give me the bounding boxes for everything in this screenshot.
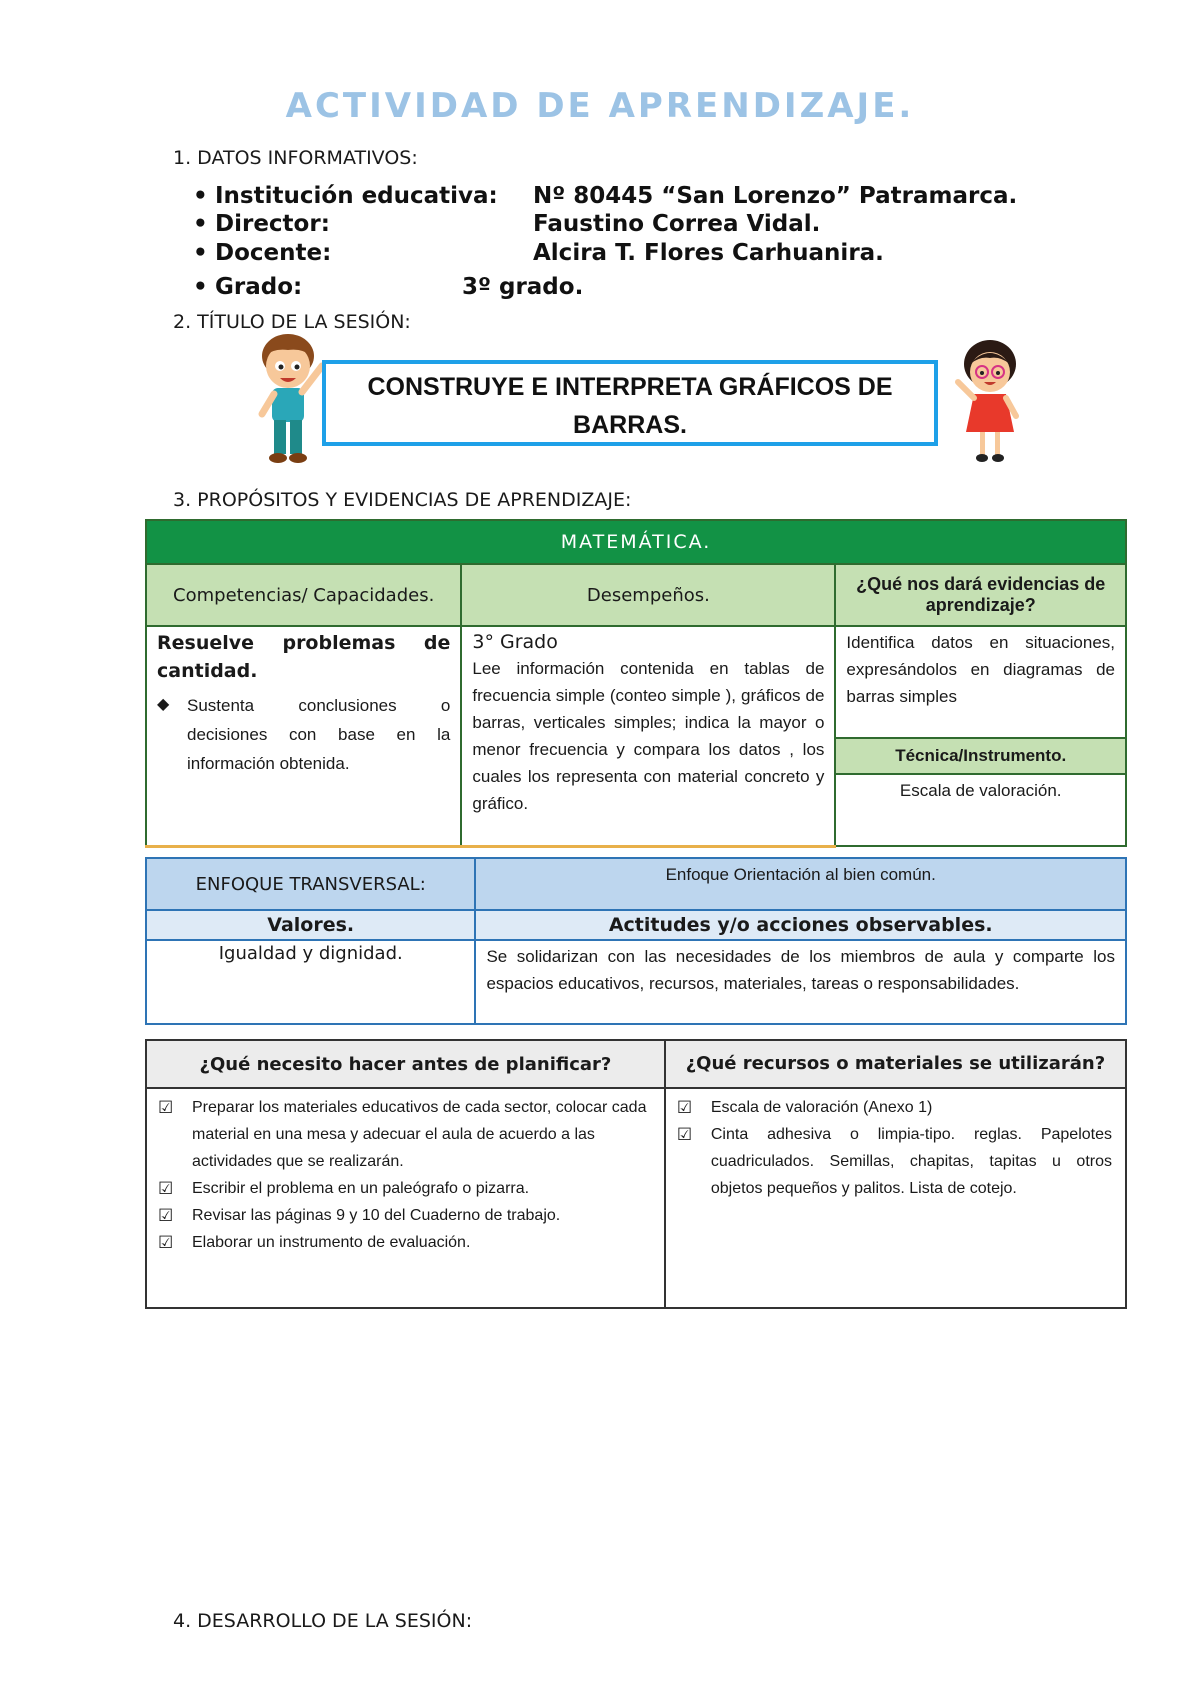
planificar-header: ¿Qué necesito hacer antes de planificar? <box>146 1040 665 1088</box>
planificar-list <box>148 1090 663 1262</box>
capacidad-item <box>157 691 450 778</box>
evidencia-cell: Identifica datos en situaciones, expresándolos en diagramas de barras simples <box>835 626 1126 738</box>
bullet-icon: • <box>193 274 208 300</box>
datos-label: Docente: <box>215 240 332 266</box>
session-title-line2: BARRAS. <box>573 411 687 439</box>
actitudes-header: Actitudes y/o acciones observables. <box>475 910 1126 940</box>
datos-value: 3º grado. <box>462 274 584 300</box>
recursos-cell <box>665 1088 1126 1308</box>
session-title-box <box>322 360 938 446</box>
capacidad-text: Sustenta conclusiones o decisiones con base en la información obtenida. <box>187 696 451 773</box>
datos-label: Director: <box>215 211 330 237</box>
competencias-cell <box>146 626 461 846</box>
section-titulo-heading: 2. TÍTULO DE LA SESIÓN: <box>173 311 411 333</box>
instrumento-cell: Escala de valoración. <box>835 774 1126 846</box>
checkbox-icon: ☑ <box>676 1098 693 1117</box>
session-title-line1: CONSTRUYE E INTERPRETA GRÁFICOS DE <box>367 373 893 401</box>
list-item: ☑ Escribir el problema en un paleógrafo o pizarra. <box>156 1175 657 1202</box>
list-item: ☑ Cinta adhesiva o limpia-tipo. reglas. Papelotes cuadriculados. Semillas, chapitas, tapitas u otros objetos pequeños y palitos. Lista de cotejo. <box>675 1121 1118 1202</box>
checkbox-icon: ☑ <box>158 1179 174 1198</box>
checkbox-icon: ☑ <box>676 1125 693 1144</box>
list-item: ☑ Escala de valoración (Anexo 1) <box>675 1094 1118 1121</box>
list-item: ☑ Revisar las páginas 9 y 10 del Cuaderno de trabajo. <box>156 1202 657 1229</box>
list-item: ☑ Preparar los materiales educativos de cada sector, colocar cada material en una mesa y adecuar el aula de acuerdo a las actividades que se realizarán. <box>156 1094 657 1175</box>
enfoque-label: ENFOQUE TRANSVERSAL: <box>146 858 475 910</box>
bullet-icon: • <box>193 240 208 266</box>
evidencias-header: ¿Qué nos dará evidencias de aprendizaje? <box>835 564 1126 626</box>
datos-value: Alcira T. Flores Carhuanira. <box>533 240 884 266</box>
list-item: ☑ Elaborar un instrumento de evaluación. <box>156 1229 657 1256</box>
recursos-header: ¿Qué recursos o materiales se utilizarán? <box>665 1040 1126 1088</box>
datos-row-director <box>193 211 330 237</box>
area-header: MATEMÁTICA. <box>146 520 1126 564</box>
datos-row-docente <box>193 240 331 266</box>
recursos-list <box>667 1090 1124 1208</box>
diamond-bullet-icon: ◆ <box>157 694 170 713</box>
datos-value: Faustino Correa Vidal. <box>533 211 821 237</box>
girl-illustration <box>950 336 1030 466</box>
checkbox-icon: ☑ <box>158 1233 174 1252</box>
valores-header: Valores. <box>146 910 475 940</box>
checkbox-icon: ☑ <box>158 1206 174 1225</box>
competencias-header: Competencias/ Capacidades. <box>146 564 461 626</box>
datos-label: Institución educativa: <box>215 183 498 209</box>
competencia-text: Resuelve problemas de cantidad. <box>157 632 451 682</box>
propositos-table <box>145 519 1127 848</box>
bullet-icon: • <box>193 183 208 209</box>
datos-label: Grado: <box>215 274 303 300</box>
planificar-cell <box>146 1088 665 1308</box>
section-propositos-heading: 3. PROPÓSITOS Y EVIDENCIAS DE APRENDIZAJE: <box>173 489 632 511</box>
enfoque-table <box>145 857 1127 1025</box>
grado-text: 3° Grado <box>472 631 558 653</box>
checkbox-icon: ☑ <box>158 1098 174 1117</box>
section-datos-heading: 1. DATOS INFORMATIVOS: <box>173 147 418 169</box>
actitud-cell: Se solidarizan con las necesidades de los miembros de aula y comparte los espacios educativos, recursos, materiales, tareas o responsabilidades. <box>475 940 1126 1024</box>
enfoque-value: Enfoque Orientación al bien común. <box>475 858 1126 910</box>
datos-row-grado <box>193 274 302 300</box>
page-title: ACTIVIDAD DE APRENDIZAJE. <box>285 86 915 126</box>
bullet-icon: • <box>193 211 208 237</box>
planificar-table <box>145 1039 1127 1309</box>
desempeno-text: Lee información contenida en tablas de frecuencia simple (conteo simple ), gráficos de barras, verticales simples; indica la mayor o menor frecuencia y compara los datos , los cuales los representa con material concreto y gráfico. <box>472 659 825 813</box>
tecnica-header: Técnica/Instrumento. <box>835 738 1126 774</box>
valor-cell: Igualdad y dignidad. <box>146 940 475 1024</box>
boy-illustration <box>244 326 334 466</box>
section-desarrollo-heading: 4. DESARROLLO DE LA SESIÓN: <box>173 1610 473 1632</box>
desempenos-header: Desempeños. <box>461 564 835 626</box>
datos-value: Nº 80445 “San Lorenzo” Patramarca. <box>533 183 1018 209</box>
desempenos-cell <box>461 626 835 846</box>
datos-row-institucion <box>193 183 498 209</box>
